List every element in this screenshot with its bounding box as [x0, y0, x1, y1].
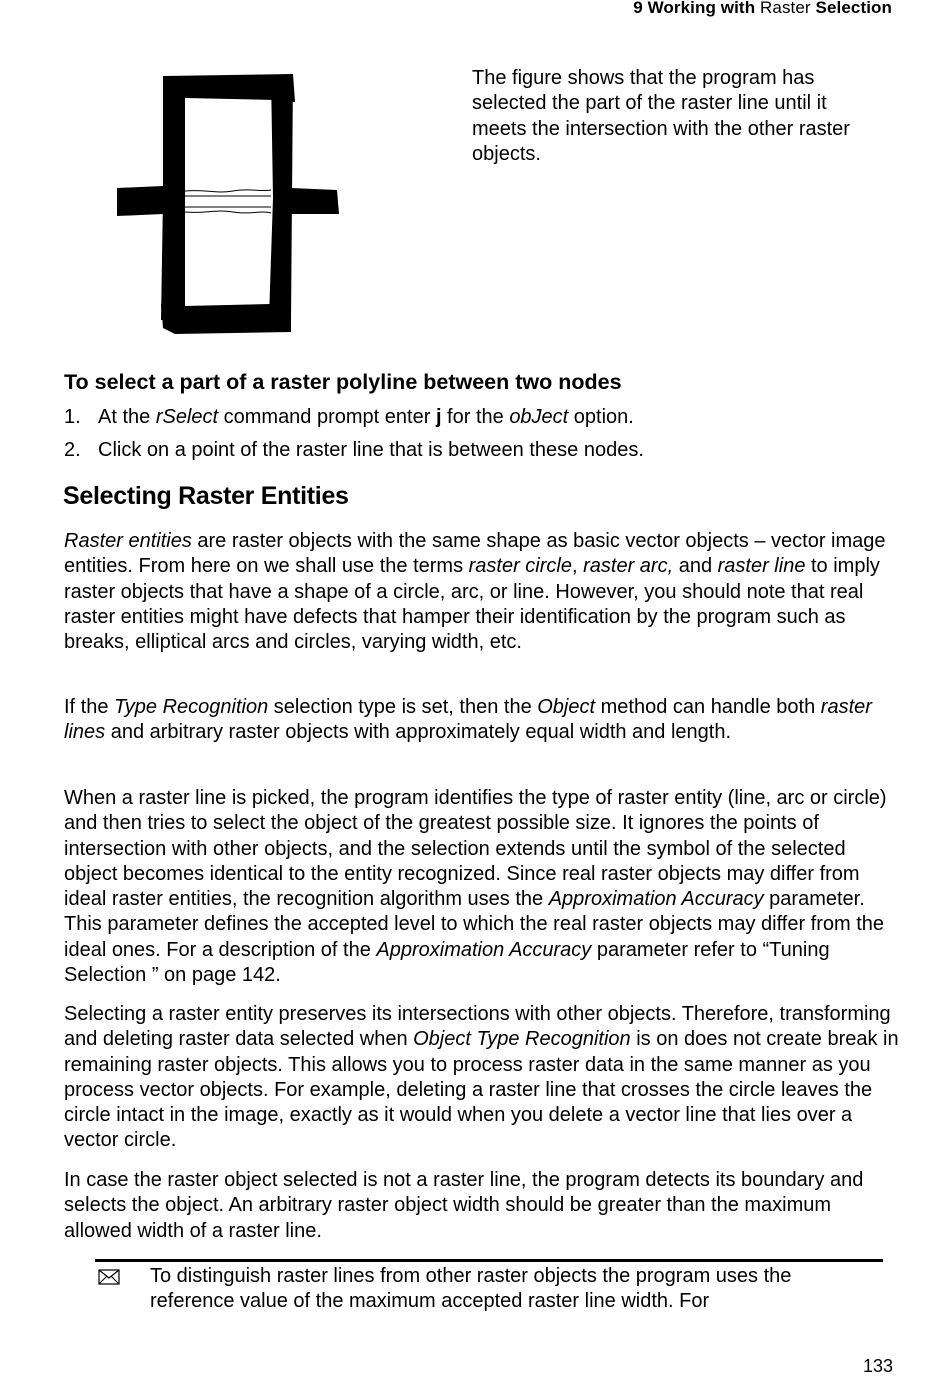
term: Object: [537, 696, 596, 718]
page-number: 133: [862, 1356, 893, 1376]
text: If the: [64, 696, 115, 718]
text: parameter refer to “Tuning Selection ” on page 142.: [64, 938, 830, 987]
option-name: obJect: [509, 406, 569, 428]
step-number: 1.: [64, 406, 81, 428]
text: are raster objects with the same shape as basic vector objects – vector image entities. From here on we shall use the terms: [64, 530, 886, 578]
step-text: At the: [98, 406, 156, 428]
term: raster lines: [64, 696, 872, 744]
step-text: Click on a point of the raster line that is between these nodes.: [98, 439, 644, 461]
term: Approximation Accuracy: [376, 938, 592, 961]
text: ,: [571, 555, 584, 578]
raster-selection-figure: [85, 58, 385, 348]
header-chapter-bold: 9 Working with: [633, 0, 756, 17]
paragraph-type-recognition: [64, 695, 904, 746]
text: method can handle both: [595, 696, 821, 718]
text: parameter. This parameter defines the accepted level to which the real raster objects may differ from the ideal ones. For a description of the: [64, 888, 885, 961]
term: raster line: [717, 555, 806, 578]
step-text: option.: [568, 406, 634, 428]
note-text: To distinguish raster lines from other raster objects the program uses the reference value of the maximum accepted raster line width. For: [150, 1265, 792, 1313]
step-item: [64, 406, 644, 439]
step-text: for the: [441, 406, 510, 428]
key-letter: j: [435, 406, 442, 428]
figure-caption: The figure shows that the program has selected the part of the raster line until it meets the intersection with the other raster objects.: [472, 67, 850, 165]
term: Approximation Accuracy: [548, 888, 764, 911]
text: is on does not create break in remaining raster objects. This allows you to process raster data in the same manner as you process vector objects. For example, deleting a raster line that crosses the circle leaves the circle intact in the image, exactly as it would when you delete a vector line that lies over a vector circle.: [64, 1028, 899, 1152]
term: Type Recognition: [114, 696, 269, 718]
paragraph-preserves-intersections: [64, 1002, 904, 1154]
paragraph-not-raster-line: In case the raster object selected is not a raster line, the program detects its boundary and selects the object. An arbitrary raster object width should be greater than the maximum allowed width of a raster line.: [64, 1169, 864, 1242]
text: selection type is set, then the: [268, 696, 538, 718]
raster-selection-illustration: [85, 58, 385, 348]
note-divider: [95, 1259, 883, 1262]
paragraph-raster-entities: [64, 529, 904, 655]
paragraph-raster-line-picked: [64, 786, 904, 988]
envelope-note-icon: [98, 1268, 120, 1286]
step-text: command prompt enter: [218, 406, 436, 428]
step-item: [64, 439, 644, 472]
procedure-heading: To select a part of a raster polyline between two nodes: [64, 370, 622, 394]
term: Object Type Recognition: [413, 1028, 631, 1051]
term: raster arc,: [583, 555, 674, 578]
procedure-steps: [64, 406, 644, 472]
command-name: rSelect: [155, 406, 219, 428]
header-chapter-plain: Raster: [760, 0, 811, 17]
text: and: [673, 555, 718, 578]
step-number: 2.: [64, 439, 81, 461]
text: When a raster line is picked, the program identifies the type of raster entity (line, arc or circle) and then tries to select the object of the greatest possible size. It ignores the points of intersection with other objects, and the selection extends until the symbol of the selected object becomes identical to the entity recognized. Since real raster objects may differ from ideal raster entities, the recognition algorithm uses the: [64, 787, 887, 911]
header-chapter-bold-2: Selection: [815, 0, 892, 17]
text: Selecting a raster entity preserves its intersections with other objects. Therefore, transforming and deleting raster data selected when: [64, 1003, 891, 1051]
running-header: [633, 0, 892, 18]
text: to imply raster objects that have a shape of a circle, arc, or line. However, you should note that real raster entities might have defects that hamper their identification by the program such as breaks, elliptical arcs and circles, varying width, etc.: [64, 555, 880, 654]
section-heading: Selecting Raster Entities: [63, 482, 349, 510]
term: Raster entities: [64, 530, 192, 552]
text: and arbitrary raster objects with approximately equal width and length.: [105, 721, 732, 744]
term: raster circle: [468, 555, 572, 578]
